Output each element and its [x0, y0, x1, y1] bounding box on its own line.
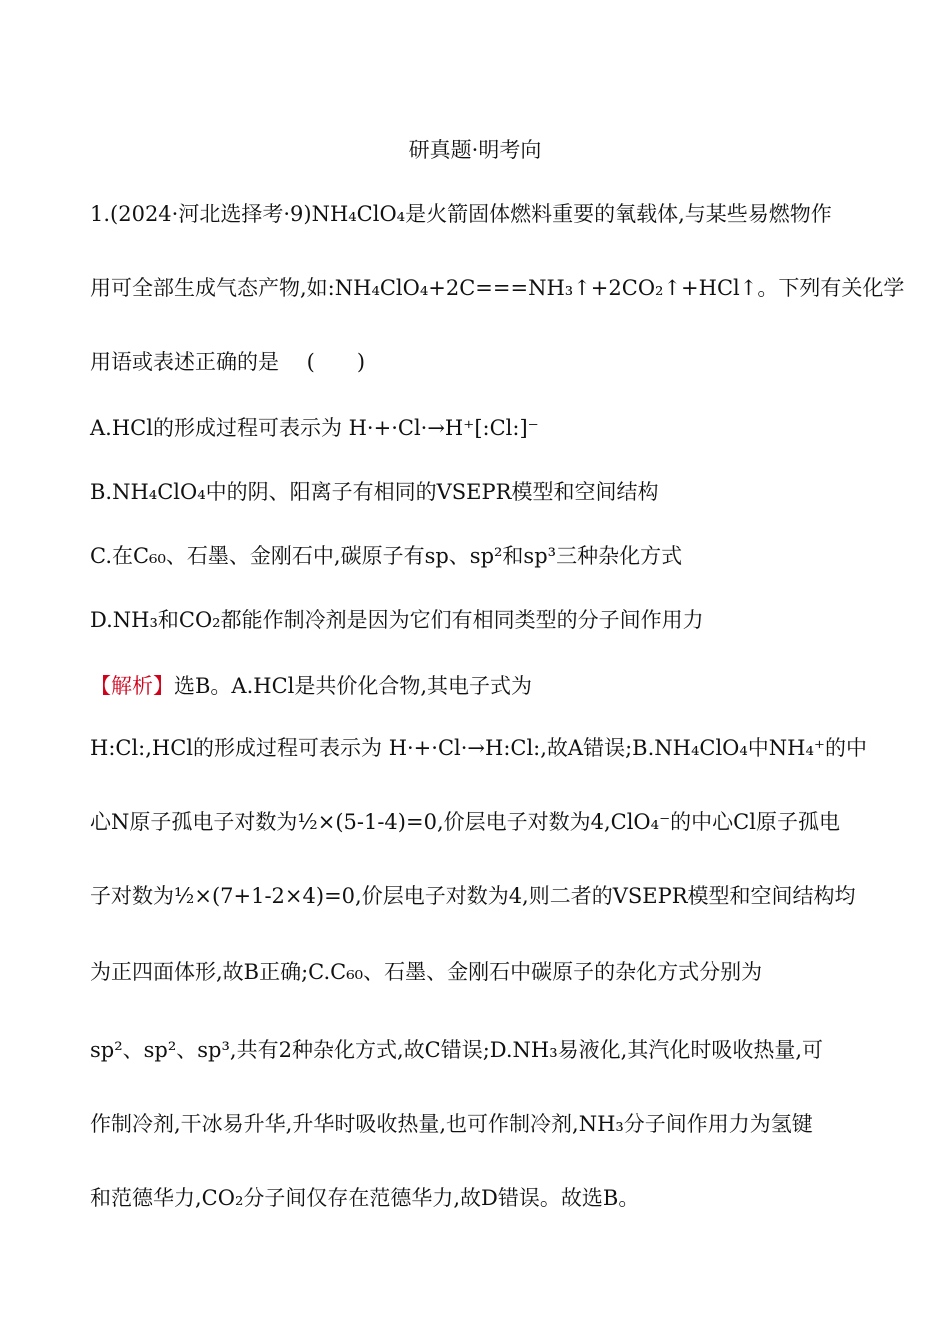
analysis-line-3: 心N原子孤电子对数为½×(5-1-4)=0,价层电子对数为4,ClO₄⁻的中心Cl原子孤电 [90, 810, 840, 834]
analysis-text-1: 选B。A.HCl是共价化合物,其电子式为 [174, 674, 533, 698]
analysis-label: 【解析】 [90, 674, 174, 698]
analysis-line-1 [90, 672, 532, 700]
analysis-line-6: sp²、sp²、sp³,共有2种杂化方式,故C错误;D.NH₃易液化,其汽化时吸收热量,可 [90, 1038, 823, 1062]
option-d: D.NH₃和CO₂都能作制冷剂是因为它们有相同类型的分子间作用力 [90, 608, 704, 632]
question-line-1: 1.(2024·河北选择考·9)NH₄ClO₄是火箭固体燃料重要的氧载体,与某些易燃物作 [90, 202, 832, 226]
analysis-line-2: H:Cl:,HCl的形成过程可表示为 H·+·Cl·→H:Cl:,故A错误;B.NH₄ClO₄中NH₄⁺的中 [90, 736, 867, 760]
section-title: 研真题·明考向 [408, 138, 542, 162]
analysis-line-7: 作制冷剂,干冰易升华,升华时吸收热量,也可作制冷剂,NH₃分子间作用力为氢键 [90, 1112, 813, 1136]
analysis-line-4: 子对数为½×(7+1-2×4)=0,价层电子对数为4,则二者的VSEPR模型和空间结构均 [90, 884, 856, 908]
analysis-line-5: 为正四面体形,故B正确;C.C₆₀、石墨、金刚石中碳原子的杂化方式分别为 [90, 960, 763, 984]
question-line-2: 用可全部生成气态产物,如:NH₄ClO₄+2C===NH₃↑+2CO₂↑+HCl↑。下列有关化学 [90, 276, 905, 300]
option-b: B.NH₄ClO₄中的阴、阳离子有相同的VSEPR模型和空间结构 [90, 480, 659, 504]
option-a: A.HCl的形成过程可表示为 H·+·Cl·→H⁺[:Cl:]⁻ [90, 416, 539, 440]
option-c: C.在C₆₀、石墨、金刚石中,碳原子有sp、sp²和sp³三种杂化方式 [90, 544, 683, 568]
analysis-line-8: 和范德华力,CO₂分子间仅存在范德华力,故D错误。故选B。 [90, 1186, 640, 1210]
question-line-3: 用语或表述正确的是 ( ) [90, 350, 366, 374]
